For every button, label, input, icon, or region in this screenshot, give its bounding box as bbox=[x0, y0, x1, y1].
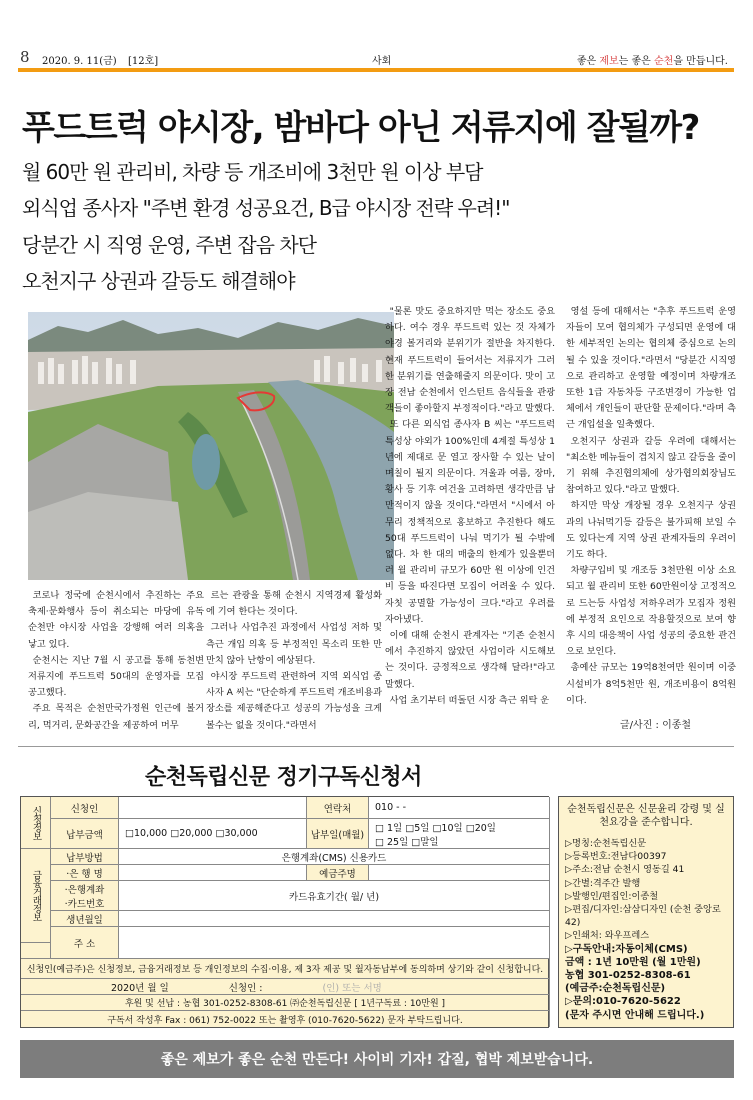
consent-text: 신청인(예금주)은 신청정보, 금융거래정보 등 개인정보의 수집·이용, 제 3자 제공 및 월자동납부에 동의하며 상기와 같이 신청합니다. bbox=[21, 959, 550, 979]
fax-info: 구독서 작성후 Fax : 061) 752-0022 또는 촬영후 (010-7620-5622) 문자 부탁드립니다. bbox=[21, 1011, 550, 1027]
method-options[interactable]: 은행계좌(CMS) 신용카드 bbox=[119, 849, 550, 865]
payday-label: 납부일(매월) bbox=[307, 819, 369, 849]
info-line: ▷구독안내:자동이체(CMS) bbox=[565, 943, 688, 955]
signature-row bbox=[21, 979, 550, 995]
info-title: 순천독립신문은 신문윤리 강령 및 실천요강을 준수합니다. bbox=[567, 804, 725, 828]
issue-date: 2020. 9. 11(금) bbox=[42, 56, 117, 67]
address-input[interactable] bbox=[119, 927, 550, 959]
info-line: (문자 주시면 안내해 드립니다.) bbox=[565, 1009, 705, 1021]
depositor-input[interactable] bbox=[369, 865, 550, 881]
address-label: 주 소 bbox=[51, 927, 119, 959]
applicant-input[interactable] bbox=[119, 797, 307, 819]
bank-label: ·은 행 명 bbox=[51, 865, 119, 881]
paragraph: 차량구입비 및 개조등 3천만원 이상 소요되고 월 관리비 또한 60만원이상 고정적으로 드는등 사업성 저하우려가 모집자 정원에 부정적 요인으로 작용할것으로 보여 향후 시의 대응책이 사업 성공의 중요한 관건으로 보인다. bbox=[566, 565, 736, 658]
contact-input[interactable]: 010 - - bbox=[369, 797, 550, 819]
account-label: ·은행계좌 bbox=[64, 884, 105, 896]
info-line: ▷편집/디자인:삼삼디자인 (순천 중앙로42) bbox=[565, 904, 721, 929]
section-name: 사회 bbox=[372, 56, 392, 67]
info-line: ▷명칭:순천독립신문 bbox=[565, 838, 647, 849]
subscription-form bbox=[20, 796, 549, 1028]
sponsor-info: 후원 및 선납 : 농협 301-0252-8308-61 ㈜순천독립신문 [ 1년구독료 : 10만원 ] bbox=[21, 995, 550, 1011]
article-headline: 푸드트럭 야시장, 밤바다 아닌 저류지에 잘될까? bbox=[22, 108, 699, 148]
info-line: 금액 : 1년 10만원 (월 1만원) bbox=[565, 956, 701, 968]
header-rule bbox=[18, 68, 734, 72]
paragraph: 총예산 규모는 19억8천여만 원이며 이중 시설비가 8억5천만 원, 개조비용이 8억원이다. bbox=[566, 662, 736, 706]
info-line: (예금주:순천독립신문) bbox=[565, 983, 666, 995]
page-header bbox=[18, 48, 734, 68]
article-column-4 bbox=[566, 304, 736, 709]
card-validity[interactable]: 카드유효기간( 월/ 년) bbox=[119, 881, 550, 911]
paragraph: 오천지구 상권과 갈등 우려에 대해서는 "최소한 메뉴들이 겹치지 않고 갈등을 줄이기 위해 추진협의체에 상가협의회장님도 참여하고 있다."라고 말했다. bbox=[566, 435, 736, 496]
applicant-label: 신청인 bbox=[51, 797, 119, 819]
article-column-3 bbox=[385, 304, 555, 709]
account-card-label bbox=[51, 881, 119, 911]
bank-input[interactable] bbox=[119, 865, 307, 881]
group-label-finance: 금융거래정보 bbox=[21, 849, 51, 943]
publication-info bbox=[558, 796, 734, 1028]
article-column-1 bbox=[28, 588, 204, 734]
info-line: ▷등록번호:전남다00397 bbox=[565, 851, 667, 863]
paragraph: 르는 관광을 통해 순천시 지역경제 활성화에 기여 한다는 것이다. bbox=[206, 590, 382, 618]
amount-label: 납부금액 bbox=[51, 819, 119, 849]
paragraph: 영설 등에 대해서는 "추후 푸드트럭 운영자들이 모여 협의체가 구성되면 운영에 대한 세부적인 논의는 협의체 중심으로 논의될 수 있을 것이다."라면서 "당분간 시직영으로 관리하고 운영할 예정이며 차량개조 또한 1급 자동차등 구조변경이 가능한 업체에서 개인들이 판단할 문제이다."라며 측근 개입설을 일축했다. bbox=[566, 306, 736, 431]
header-slogan: 좋은 제보는 좋은 순천을 만듭니다. bbox=[576, 56, 728, 67]
subhead-4: 오천지구 상권과 갈등도 해결해야 bbox=[22, 269, 295, 293]
signature-label: 신청인 : bbox=[228, 982, 263, 994]
article-column-2 bbox=[206, 588, 382, 734]
subhead-1: 월 60만 원 관리비, 차량 등 개조비에 3천만 원 이상 부담 bbox=[22, 160, 483, 184]
card-label: ·카드번호 bbox=[64, 898, 105, 910]
paragraph: 또 다른 외식업 종사자 B 씨는 "푸드트럭 특성상 야외가 100%인데 4계절 특성상 1년에 제대로 문 열고 장사할 수 있는 날이 며칠이 될지 의문이다. 겨울과 여름, 장마, 황사 등 기후 여건을 고려하면 생각만큼 남만적이지 않을 것이다."라면서 "시에서 아무리 정책적으로 홍보하고 추진한다 해도 50대 푸드트럭이 나눠 먹기가 될 수밖에 없다. 차 한 대의 매출의 한계가 있을뿐더러 월 관리비 규모가 60만 원 이상에 인건비 등을 따진다면 모집이 어려울 수 있다. 자칫 공멸할 가능성이 크다."라고 우려를 자아냈다. bbox=[385, 419, 555, 625]
contact-label: 연락처 bbox=[307, 797, 369, 819]
birth-input[interactable] bbox=[119, 911, 550, 927]
paragraph: "물론 맛도 중요하지만 먹는 장소도 중요하다. 여수 경우 푸드트럭 있는 것 자체가 야경 볼거리와 분위기가 절반을 차지한다. 현재 푸드트럭이 들어서는 저류지가 그러한 분위기를 연출해줄지 의문이다. 맛이 고장 전남 순천에서 인스턴트 음식들을 관광객들이 좋아할지 부정적이다."라고 말했다. bbox=[385, 306, 555, 415]
subhead-2: 외식업 종사자 "주변 환경 성공요건, B급 야시장 전략 우려!" bbox=[22, 196, 510, 220]
paragraph: 코로나 정국에 순천시에서 추진하는 주요 축제·문화행사 등이 취소되는 마당에 유독 순천만 야시장 사업을 강행해 여러 의혹을 낳고 있다. bbox=[28, 590, 204, 650]
group-label-application: 신청정보 bbox=[21, 797, 51, 849]
depositor-label: 예금주명 bbox=[307, 865, 369, 881]
group-label-blank bbox=[21, 943, 51, 959]
form-title: 순천독립신문 정기구독신청서 bbox=[145, 765, 422, 790]
section-divider bbox=[18, 746, 734, 747]
aerial-photo bbox=[28, 312, 394, 580]
birth-label: 생년월일 bbox=[51, 911, 119, 927]
amount-options[interactable]: □10,000 □20,000 □30,000 bbox=[119, 819, 307, 849]
issue-number: [12호] bbox=[128, 56, 159, 67]
payday-options-row-1: □ 1일 □5일 □10일 □20일 bbox=[375, 822, 496, 834]
article-byline: 글/사진 : 이종철 bbox=[620, 720, 692, 731]
paragraph: 주요 목적은 순천만국가정원 인근에 볼거리, 먹거리, 문화공간을 제공하여 머무 bbox=[28, 703, 204, 731]
payday-options-row-2: □ 25일 □말일 bbox=[375, 836, 439, 848]
signature-date: 2020년 월 일 bbox=[111, 982, 169, 994]
paragraph: 야시장 푸드트럭 관련하여 지역 외식업 종사자 A 씨는 "단순하게 푸드트럭 개조비용과 장소를 제공해준다고 성공의 가능성을 크게 볼수는 없을 것이다."라면서 bbox=[206, 671, 382, 731]
info-line: ▷인쇄처: 와우프레스 bbox=[565, 930, 650, 942]
info-line: ▷주소:전남 순천시 영동길 41 bbox=[565, 864, 685, 876]
paragraph: 이에 대해 순천시 관계자는 "기존 순천시에서 추진하지 않았던 사업이라 시도해보는 것이다. 긍정적으로 생각해 달라!"라고 말했다. bbox=[385, 630, 555, 690]
paragraph: 하지만 막상 개장될 경우 오천지구 상권과의 나눠먹기등 갈등은 불가피해 보일 수도 있다는게 지역 상권 관계자들의 우려이기도 하다. bbox=[566, 500, 736, 561]
info-line: ▷발행인/편집인:이종철 bbox=[565, 890, 659, 902]
subhead-3: 당분간 시 직영 운영, 주변 잡음 차단 bbox=[22, 233, 316, 257]
signature-placeholder[interactable]: (인) 또는 서명 bbox=[322, 982, 382, 994]
paragraph: 순천시는 지난 7월 시 공고를 통해 동천변 저류지에 푸드트럭 50대의 운영자를 모집 공고했다. bbox=[28, 654, 204, 699]
page-number: 8 bbox=[20, 48, 30, 66]
info-line: ▷간별:격주간 발행 bbox=[565, 877, 641, 889]
paragraph: 그러나 사업추진 과정에서 사업성 저하 및 측근 개입 의혹 등 부정적인 목소리 또한 만만치 않아 난항이 예상된다. bbox=[206, 622, 382, 666]
method-label: 납부방법 bbox=[51, 849, 119, 865]
info-line: ▷문의:010-7620-5622 bbox=[565, 996, 681, 1008]
bottom-banner: 좋은 제보가 좋은 순천 만든다! 사이비 기자! 갑질, 협박 제보받습니다. bbox=[20, 1040, 734, 1078]
paragraph: 사업 초기부터 떠돌던 시장 측근 위탁 운 bbox=[389, 694, 550, 706]
payday-options[interactable] bbox=[369, 819, 550, 849]
info-line: 농협 301-0252-8308-61 bbox=[565, 970, 691, 982]
